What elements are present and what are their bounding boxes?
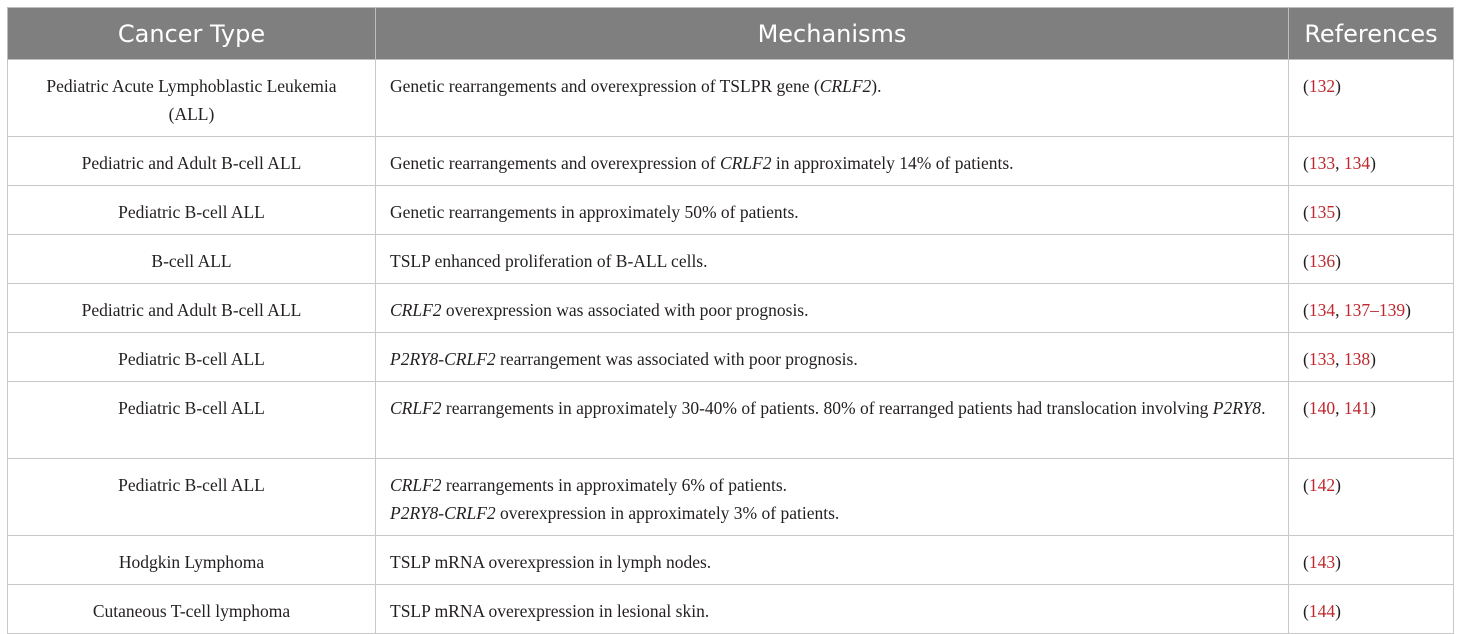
mechanism-text: rearrangements in approximately 6% of patients.	[441, 475, 788, 495]
mechanism-text: overexpression was associated with poor prognosis.	[441, 300, 809, 320]
table-row	[8, 284, 1454, 333]
cancer-type-cell: B-cell ALL	[8, 235, 376, 284]
mechanism-cell	[376, 536, 1289, 585]
mechanism-cell	[376, 333, 1289, 382]
references-cell: (143)	[1289, 536, 1454, 585]
cancer-type-cell: Pediatric B-cell ALL	[8, 186, 376, 235]
mechanism-text: rearrangement was associated with poor prognosis.	[495, 349, 858, 369]
references-cell: (135)	[1289, 186, 1454, 235]
table-body	[8, 60, 1454, 634]
reference-link[interactable]: 144	[1308, 601, 1336, 621]
reference-link[interactable]: 141	[1343, 398, 1371, 418]
mechanism-cell	[376, 382, 1289, 459]
reference-link[interactable]: 143	[1308, 552, 1336, 572]
reference-link[interactable]: 133	[1308, 153, 1336, 173]
table-row	[8, 186, 1454, 235]
gene-name: CRLF2	[390, 398, 442, 418]
reference-link[interactable]: 138	[1343, 349, 1371, 369]
table-row	[8, 333, 1454, 382]
mechanism-cell	[376, 60, 1289, 137]
references-cell: (133, 134)	[1289, 137, 1454, 186]
gene-name: CRLF2	[819, 76, 872, 96]
mechanism-text: ).	[871, 76, 882, 96]
mechanism-text: TSLP enhanced proliferation of B-ALL cells.	[390, 251, 708, 271]
reference-link[interactable]: 142	[1308, 475, 1336, 495]
gene-name: CRLF2	[390, 300, 442, 320]
cancer-type-cell: Pediatric and Adult B-cell ALL	[8, 284, 376, 333]
table-row	[8, 382, 1454, 459]
reference-link[interactable]: 134	[1308, 300, 1336, 320]
mechanism-text: Genetic rearrangements in approximately 50% of patients.	[390, 202, 799, 222]
cancer-mechanisms-table	[7, 7, 1454, 634]
mechanism-text: overexpression in approximately 3% of patients.	[495, 503, 840, 523]
references-cell: (142)	[1289, 459, 1454, 536]
mechanism-text: Genetic rearrangements and overexpression of	[390, 153, 720, 173]
header-cancer-type: Cancer Type	[8, 8, 376, 60]
references-cell: (136)	[1289, 235, 1454, 284]
mechanism-text: in approximately 14% of patients.	[771, 153, 1014, 173]
gene-name: P2RY8-CRLF2	[390, 503, 496, 523]
table-row	[8, 235, 1454, 284]
cancer-type-cell: Pediatric B-cell ALL	[8, 333, 376, 382]
references-cell: (144)	[1289, 585, 1454, 634]
mechanism-cell	[376, 459, 1289, 536]
references-cell: (132)	[1289, 60, 1454, 137]
table-row	[8, 60, 1454, 137]
cancer-type-cell: Cutaneous T-cell lymphoma	[8, 585, 376, 634]
mechanism-text: TSLP mRNA overexpression in lesional skin.	[390, 601, 710, 621]
gene-name: CRLF2	[390, 475, 442, 495]
table-row	[8, 536, 1454, 585]
table-row	[8, 459, 1454, 536]
reference-link[interactable]: 135	[1308, 202, 1336, 222]
cancer-type-cell: Hodgkin Lymphoma	[8, 536, 376, 585]
mechanism-cell	[376, 137, 1289, 186]
mechanism-cell	[376, 186, 1289, 235]
mechanism-cell	[376, 585, 1289, 634]
cancer-type-cell: Pediatric B-cell ALL	[8, 382, 376, 459]
cancer-type-cell: Pediatric B-cell ALL	[8, 459, 376, 536]
mechanism-cell	[376, 235, 1289, 284]
mechanism-text: Genetic rearrangements and overexpression of TSLPR gene (	[390, 76, 820, 96]
mechanism-cell	[376, 284, 1289, 333]
references-cell: (133, 138)	[1289, 333, 1454, 382]
header-mechanisms: Mechanisms	[376, 8, 1289, 60]
gene-name: CRLF2	[719, 153, 772, 173]
references-cell: (134, 137–139)	[1289, 284, 1454, 333]
reference-link[interactable]: 132	[1308, 76, 1336, 96]
mechanism-text: rearrangements in approximately 30-40% of patients. 80% of rearranged patients had translocation involving	[441, 398, 1213, 418]
reference-link[interactable]: 136	[1308, 251, 1336, 271]
cancer-type-cell: Pediatric and Adult B-cell ALL	[8, 137, 376, 186]
cancer-type-cell: Pediatric Acute Lymphoblastic Leukemia (ALL)	[8, 60, 376, 137]
table-header-row	[8, 8, 1454, 60]
mechanism-text: .	[1261, 398, 1266, 418]
gene-name: P2RY8-CRLF2	[390, 349, 496, 369]
references-cell: (140, 141)	[1289, 382, 1454, 459]
reference-link[interactable]: 133	[1308, 349, 1336, 369]
reference-link[interactable]: 134	[1343, 153, 1371, 173]
mechanism-text: TSLP mRNA overexpression in lymph nodes.	[390, 552, 712, 572]
gene-name: P2RY8	[1212, 398, 1262, 418]
reference-link[interactable]: 140	[1308, 398, 1336, 418]
table-row	[8, 585, 1454, 634]
table-container	[7, 7, 1453, 634]
table-row	[8, 137, 1454, 186]
header-references: References	[1289, 8, 1454, 60]
reference-link[interactable]: 137–139	[1343, 300, 1406, 320]
